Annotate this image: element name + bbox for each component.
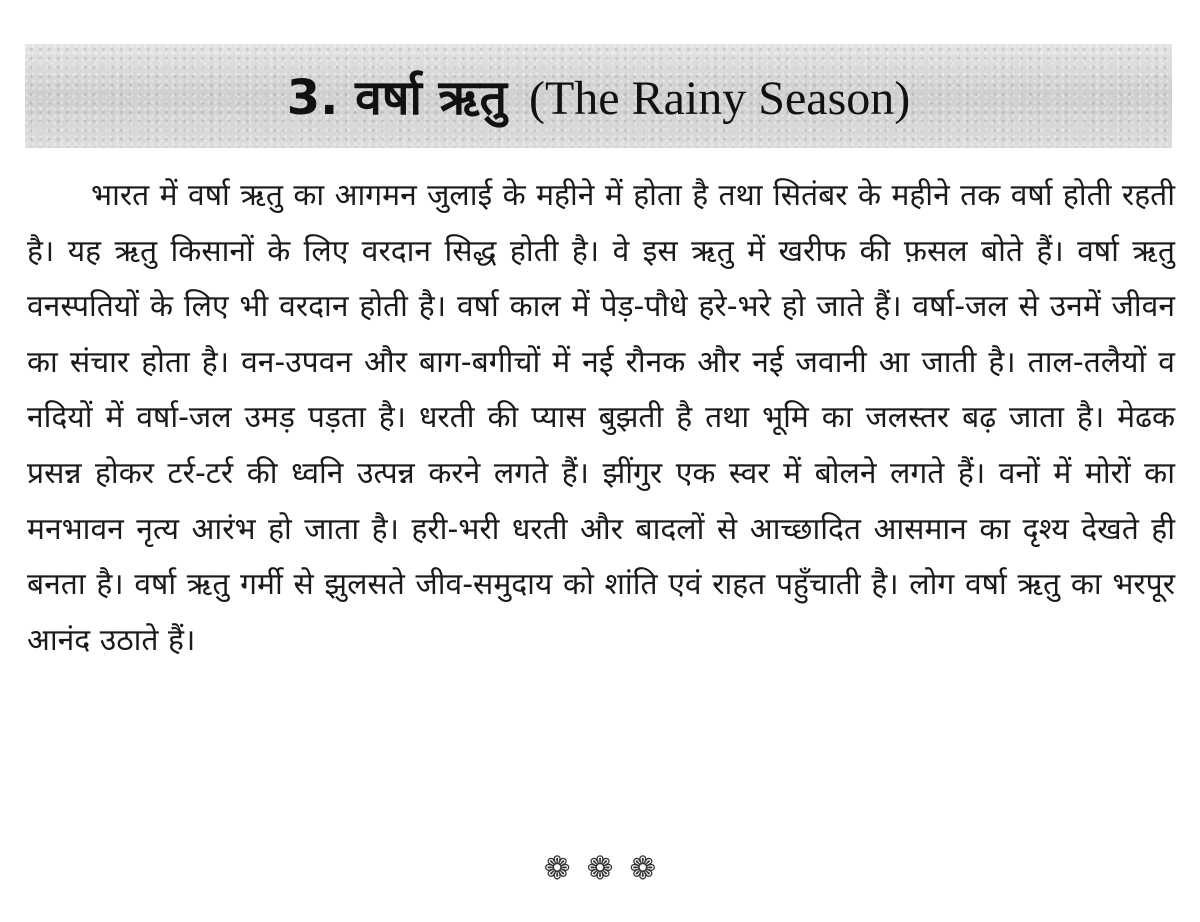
flower-ornament-icon: ❁ (543, 849, 571, 887)
title-hindi: 3. वर्षा ऋतु (286, 69, 507, 126)
flower-ornament-icon: ❁ (586, 849, 614, 887)
title-banner (25, 44, 1172, 148)
ornament-row (0, 848, 1200, 888)
essay-paragraph: भारत में वर्षा ऋतु का आगमन जुलाई के महीने में होता है तथा सितंबर के महीने तक वर्षा होती रहती है। यह ऋतु किसानों के लिए वरदान सिद्ध होती है। वे इस ऋतु में खरीफ की फ़सल बोते हैं। वर्षा ऋतु वनस्पतियों के लिए भी वरदान होती है। वर्षा काल में पेड़-पौधे हरे-भरे हो जाते हैं। वर्षा-जल से उनमें जीवन का संचार होता है। वन-उपवन और बाग-बगीचों में नई रौनक और नई जवानी आ जाती है। ताल-तलैयों व नदियों में वर्षा-जल उमड़ पड़ता है। धरती की प्यास बुझती है तथा भूमि का जलस्तर बढ़ जाता है। मेढक प्रसन्न होकर टर्र-टर्र की ध्वनि उत्पन्न करने लगते हैं। झींगुर एक स्वर में बोलने लगते हैं। वनों में मोरों का मनभावन नृत्य आरंभ हो जाता है। हरी-भरी धरती और बादलों से आच्छादित आसमान का दृश्य देखते ही बनता है। वर्षा ऋतु गर्मी से झुलसते जीव-समुदाय को शांति एवं राहत पहुँचाती है। लोग वर्षा ऋतु का भरपूर आनंद उठाते हैं। (27, 178, 1175, 658)
page-title (287, 64, 910, 129)
flower-ornament-icon: ❁ (629, 849, 657, 887)
title-english: (The Rainy Season) (529, 71, 911, 125)
